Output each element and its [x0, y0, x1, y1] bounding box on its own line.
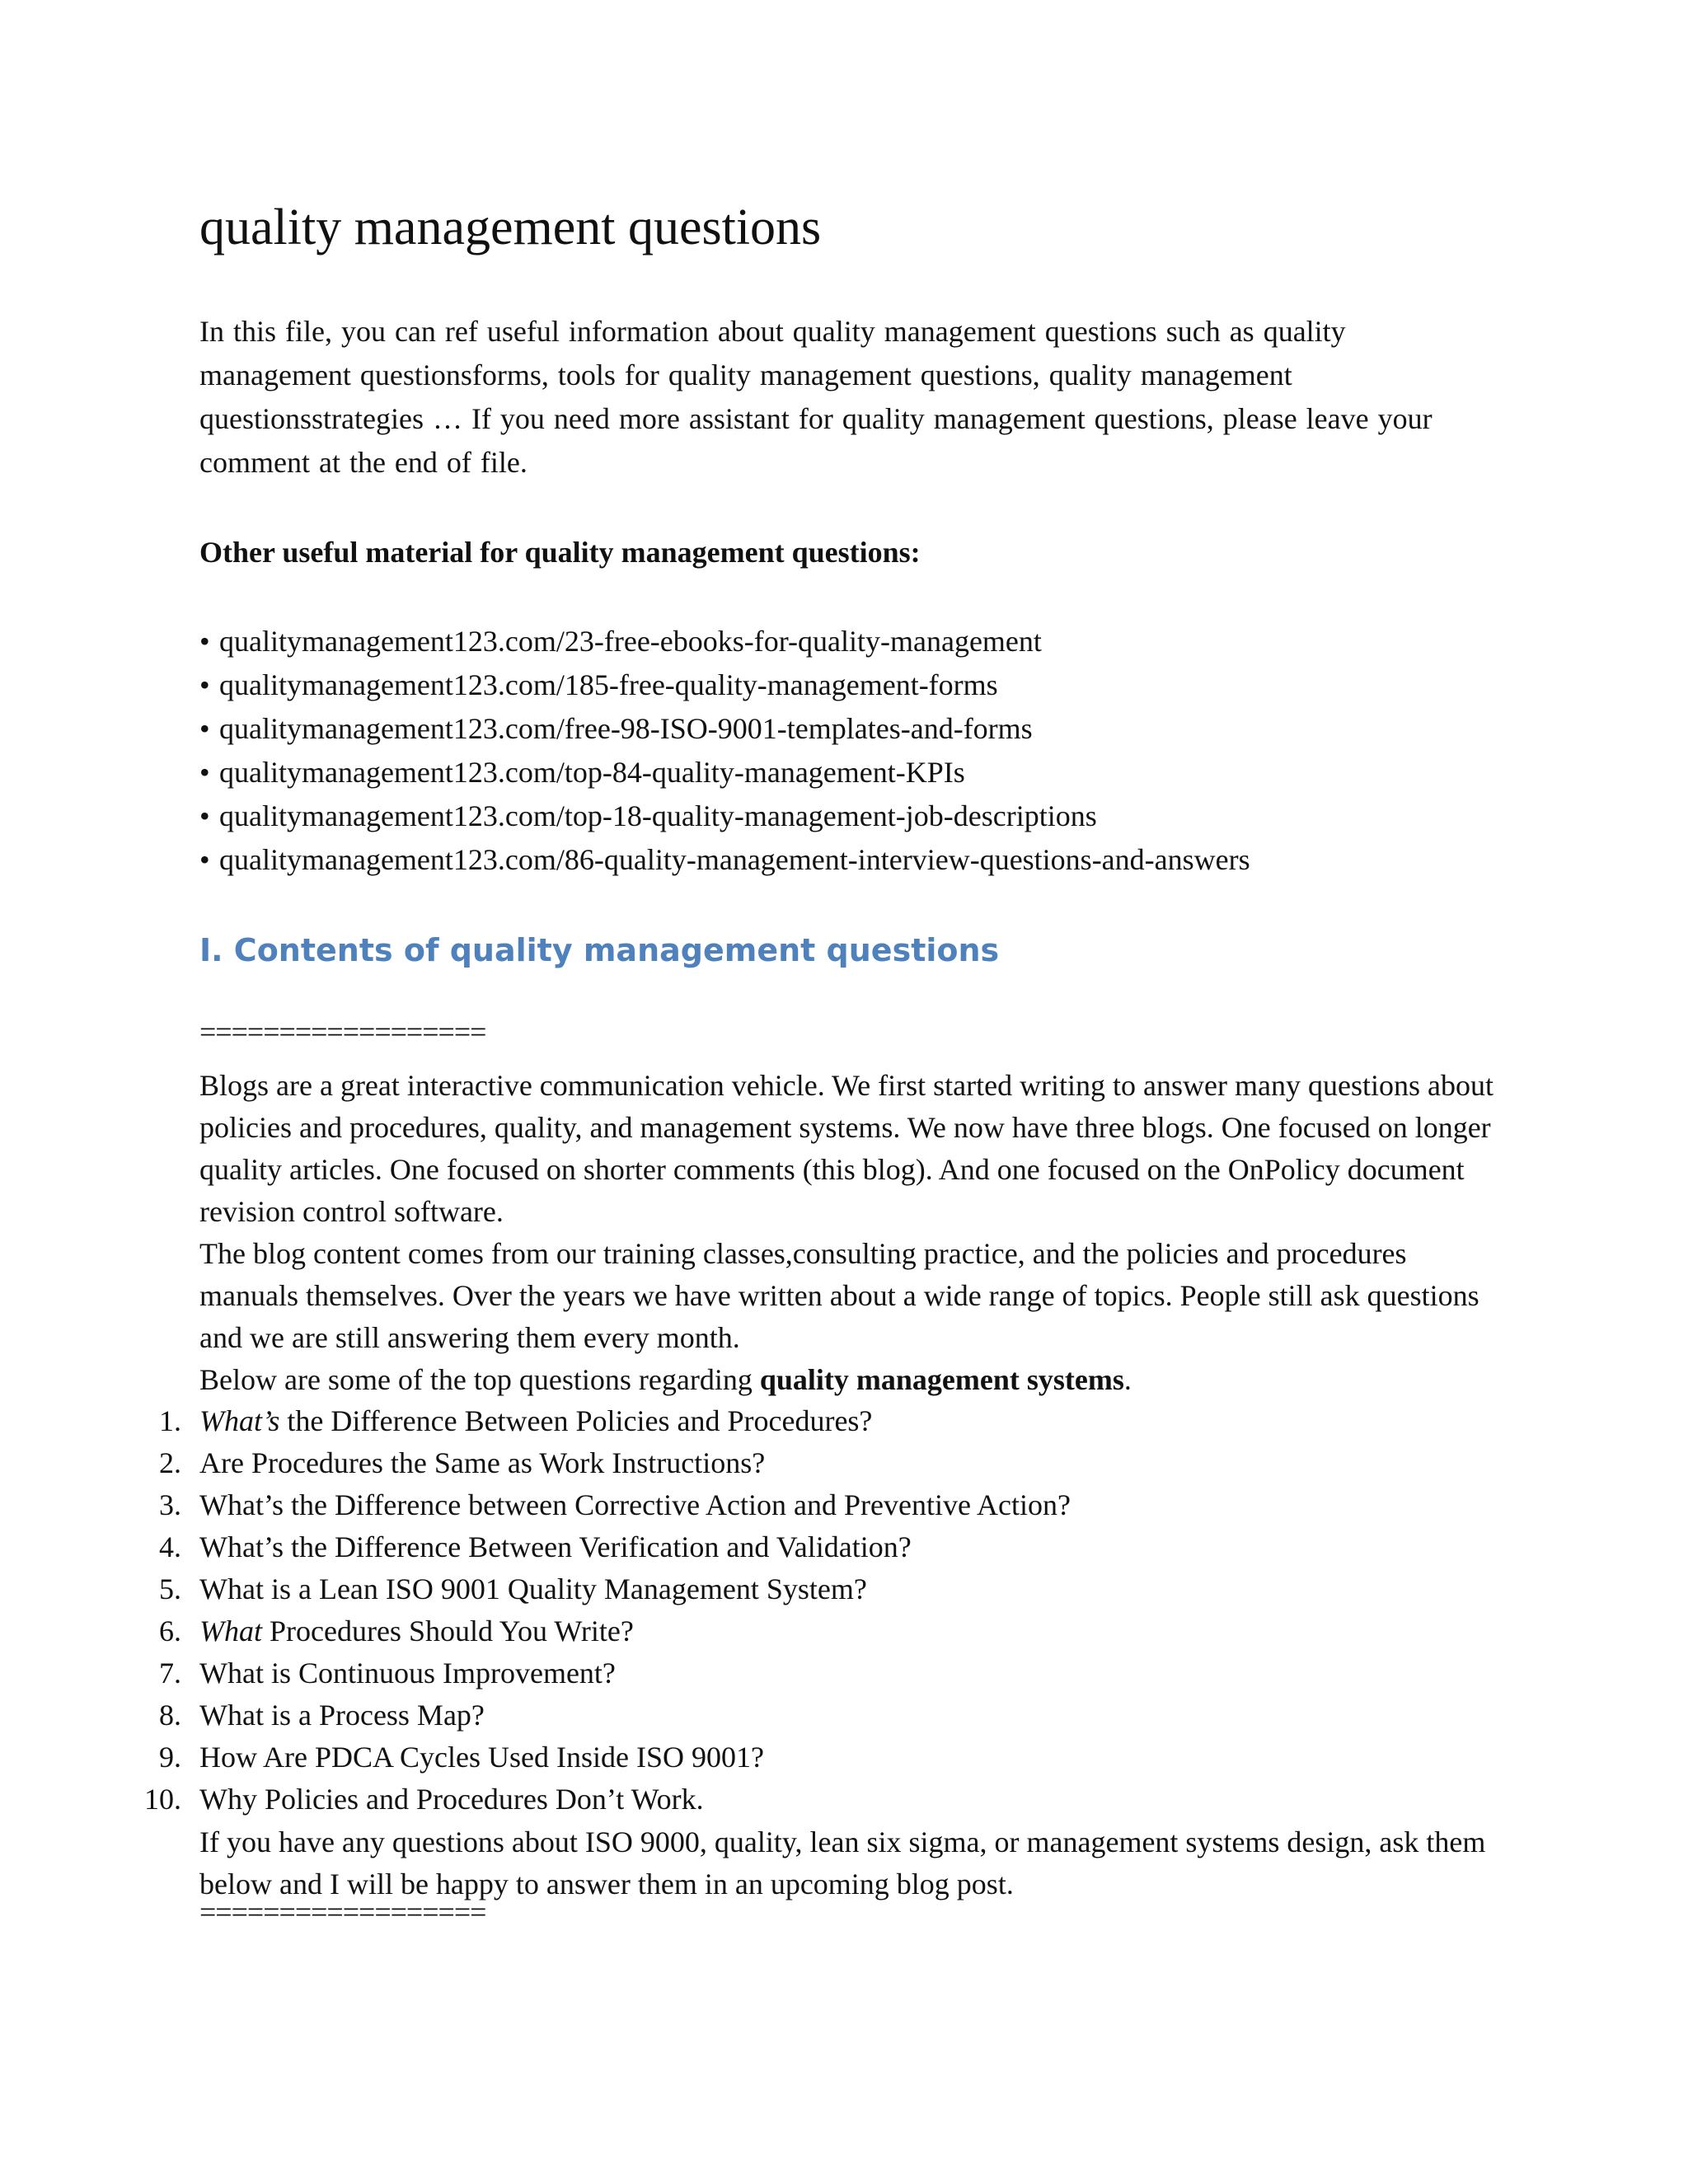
- other-material-heading: Other useful material for quality management questions:: [199, 536, 921, 569]
- question-item: [0, 1652, 1071, 1694]
- question-text: Are Procedures the Same as Work Instructions?: [199, 1446, 766, 1479]
- question-item: [0, 1442, 1071, 1484]
- question-text: How Are PDCA Cycles Used Inside ISO 9001?: [199, 1741, 764, 1774]
- question-number: 6.: [159, 1615, 181, 1647]
- resource-link-item[interactable]: [199, 794, 1250, 838]
- resource-link-item[interactable]: [199, 620, 1250, 663]
- lead-in-bold: quality management systems: [759, 1363, 1124, 1396]
- question-text: the Difference Between Policies and Procedures?: [279, 1404, 873, 1437]
- question-list: [0, 1400, 1071, 1821]
- bullet-marker: •: [199, 843, 210, 876]
- closing-paragraph: If you have any questions about ISO 9000, quality, lean six sigma, or management systems design, ask them below and I will be happy to answer them in an upcoming blog post.: [199, 1825, 1486, 1900]
- lead-in-suffix: .: [1123, 1363, 1132, 1396]
- lead-in-text: Below are some of the top questions regarding: [199, 1363, 760, 1396]
- question-number: 3.: [159, 1488, 181, 1521]
- question-text: What is a Lean ISO 9001 Quality Management System?: [199, 1572, 867, 1605]
- question-item: [0, 1484, 1071, 1526]
- question-number: 1.: [159, 1404, 181, 1437]
- resource-link-text[interactable]: qualitymanagement123.com/185-free-quality-management-forms: [219, 668, 998, 701]
- resource-link-item[interactable]: [199, 663, 1250, 707]
- question-item: [0, 1610, 1071, 1652]
- bullet-marker: •: [199, 668, 210, 701]
- resource-link-text[interactable]: qualitymanagement123.com/23-free-ebooks-for-quality-management: [219, 625, 1042, 658]
- bullet-marker: •: [199, 625, 210, 658]
- question-number: 8.: [159, 1699, 181, 1732]
- question-number: 9.: [159, 1741, 181, 1774]
- resource-link-text[interactable]: qualitymanagement123.com/free-98-ISO-9001-templates-and-forms: [219, 712, 1033, 745]
- closing-note: [199, 1821, 1502, 1905]
- question-text: What’s the Difference between Corrective Action and Preventive Action?: [199, 1488, 1071, 1521]
- resource-link-text[interactable]: qualitymanagement123.com/top-18-quality-management-job-descriptions: [219, 799, 1097, 832]
- blog-intro: [199, 1065, 1502, 1401]
- question-item: [0, 1400, 1071, 1442]
- intro-paragraph: In this file, you can ref useful information about quality management questions such as quality management questionsforms, tools for quality management questions, quality management questionsstrategies … If you need more assistant for quality management questions, please leave your comment at the end of file.: [199, 315, 1432, 479]
- question-text: Why Policies and Procedures Don’t Work.: [199, 1783, 704, 1816]
- question-number: 4.: [159, 1530, 181, 1563]
- question-number: 2.: [159, 1446, 181, 1479]
- question-item: [0, 1736, 1071, 1779]
- bullet-marker: •: [199, 799, 210, 832]
- question-text: What is a Process Map?: [199, 1699, 485, 1732]
- resource-link-text[interactable]: qualitymanagement123.com/86-quality-management-interview-questions-and-answers: [219, 843, 1250, 876]
- question-number: 7.: [159, 1657, 181, 1690]
- question-item: [0, 1779, 1071, 1821]
- blog-paragraph: The blog content comes from our training classes,consulting practice, and the policies and procedures manuals themselves. Over the years we have written about a wide range of topics. People still ask questions and we are still answering them every month.: [199, 1237, 1479, 1354]
- document-title: quality management questions: [199, 199, 822, 255]
- section-heading: I. Contents of quality management questions: [199, 932, 1000, 968]
- question-text: What is Continuous Improvement?: [199, 1657, 616, 1690]
- question-item: [0, 1568, 1071, 1610]
- blog-paragraph: Blogs are a great interactive communication vehicle. We first started writing to answer many questions about policies and procedures, quality, and management systems. We now have three blogs. One focused on longer quality articles. One focused on shorter comments (this blog). And one focused on the OnPolicy document revision control software.: [199, 1069, 1493, 1228]
- resource-link-item[interactable]: [199, 707, 1250, 751]
- question-italic: What: [199, 1615, 262, 1647]
- question-italic: What’s: [199, 1404, 280, 1437]
- question-text: Procedures Should You Write?: [262, 1615, 634, 1647]
- question-item: [0, 1694, 1071, 1736]
- resource-link-list: [199, 620, 1250, 882]
- question-number: 10.: [144, 1783, 181, 1816]
- question-text: What’s the Difference Between Verification and Validation?: [199, 1530, 912, 1563]
- separator-line: ==================: [199, 1896, 486, 1929]
- resource-link-text[interactable]: qualitymanagement123.com/top-84-quality-management-KPIs: [219, 756, 965, 789]
- questions-lead-in: [199, 1359, 1502, 1401]
- bullet-marker: •: [199, 712, 210, 745]
- resource-link-item[interactable]: [199, 751, 1250, 794]
- bullet-marker: •: [199, 756, 210, 789]
- separator-line: ==================: [199, 1015, 486, 1048]
- question-item: [0, 1526, 1071, 1568]
- question-number: 5.: [159, 1572, 181, 1605]
- resource-link-item[interactable]: [199, 838, 1250, 882]
